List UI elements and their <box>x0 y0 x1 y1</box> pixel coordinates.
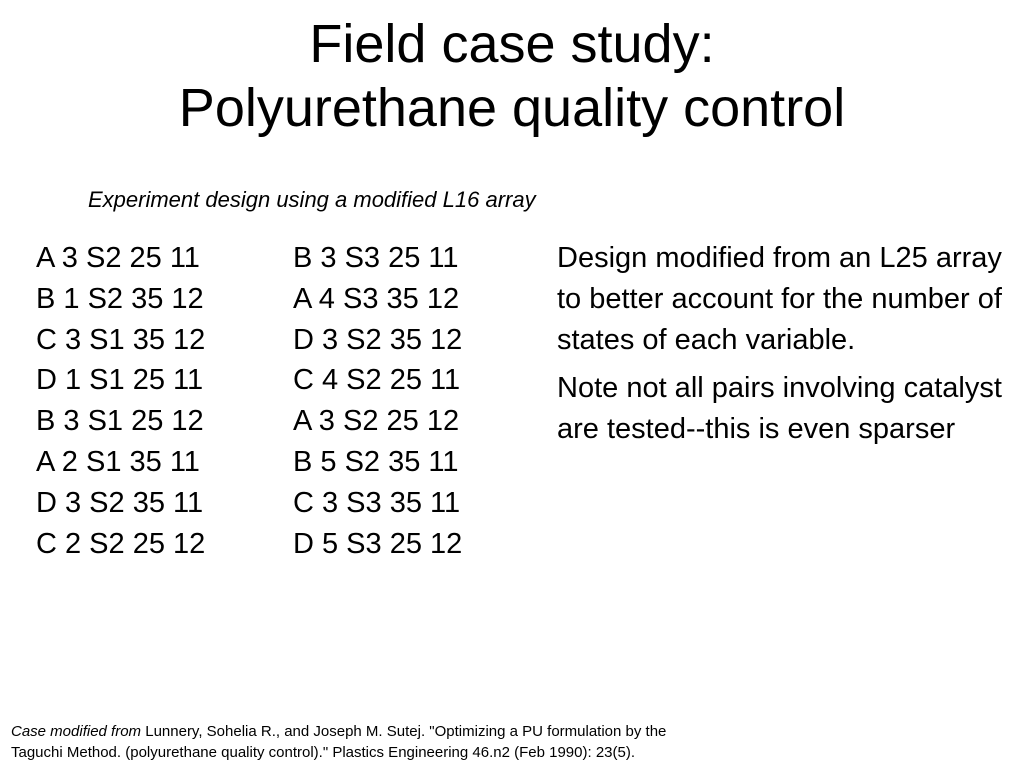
design-row: C 2 S2 25 12 <box>36 527 206 560</box>
design-row: A 2 S1 35 11 <box>36 445 200 478</box>
design-row: B 1 S2 35 12 <box>36 282 204 315</box>
citation <box>11 721 1011 763</box>
design-row: B 5 S2 35 11 <box>293 445 459 478</box>
design-row: A 3 S2 25 11 <box>36 242 200 274</box>
design-row: B 3 S1 25 12 <box>36 405 204 438</box>
design-row: D 1 S1 25 11 <box>36 364 204 397</box>
design-row: B 3 S3 25 11 <box>293 242 459 274</box>
design-column-left <box>36 238 205 564</box>
slide-subtitle: Experiment design using a modified L16 array <box>88 187 536 212</box>
citation-line-1: Lunnery, Sohelia R., and Joseph M. Sutej. "Optimizing a PU formulation by the <box>141 723 667 740</box>
design-row: C 3 S1 35 12 <box>36 323 206 356</box>
citation-line-2: Taguchi Method. (polyurethane quality control)." Plastics Engineering 46.n2 (Feb 1990): 23(5). <box>11 744 636 761</box>
design-row: A 4 S3 35 12 <box>293 282 460 315</box>
slide-title <box>0 12 1024 140</box>
design-row: C 4 S2 25 11 <box>293 364 461 397</box>
notes-block <box>557 238 1017 458</box>
note-design-modified: Design modified from an L25 array to better account for the number of states of each variable. <box>557 242 1002 356</box>
design-row: D 5 S3 25 12 <box>293 527 463 560</box>
design-row: A 3 S2 25 12 <box>293 405 460 438</box>
slide-title-line-1: Field case study: <box>309 14 715 74</box>
design-row: D 3 S2 35 11 <box>36 486 204 519</box>
design-row: D 3 S2 35 12 <box>293 323 463 356</box>
note-catalyst-pairs: Note not all pairs involving catalyst are tested--this is even sparser <box>557 372 1002 446</box>
slide-title-line-2: Polyurethane quality control <box>178 78 846 138</box>
design-column-right <box>293 238 462 564</box>
design-row: C 3 S3 35 11 <box>293 486 461 519</box>
citation-prefix: Case modified from <box>11 723 142 740</box>
